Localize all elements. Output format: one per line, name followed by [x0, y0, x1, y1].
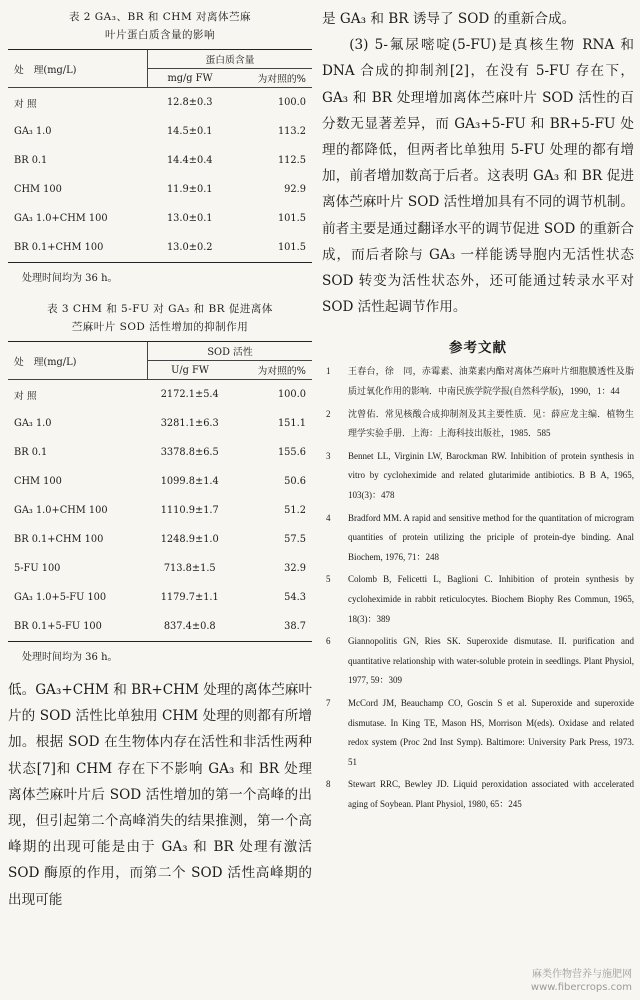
table-row: [8, 409, 312, 438]
treatment-cell: GA₃ 1.0+CHM 100: [14, 213, 108, 224]
right-paragraph-2: (3) 5-氟尿嘧啶(5-FU)是真核生物 RNA 和 DNA 合成的抑制剂[2]，在没有 5-FU 存在下，GA₃ 和 BR 处理增加离体苎麻叶片 SOD 活性的百分数无显著差异，而 GA₃+5-FU 和 BR+5-FU 处理的都降低，但两者比单独用 5-FU 处理的都有增加，前者增加数高于后者。这表明 GA₃ 和 BR 促进离体苎麻叶片 SOD 活性增加具有不同的调节机制。前者主要是通过翻译水平的调节促进 SOD 的重新合成，而后者除与 GA₃ 一样能诱导胞内无活性状态 SOD 转变为活性状态外，还可能通过转录水平对 SOD 活性起调节作用。: [322, 37, 634, 316]
table-row: [8, 438, 312, 467]
table-row: [8, 525, 312, 554]
percent-cell: 100.0: [232, 88, 312, 118]
reference-text: 沈曾佑．常见核酸合成抑制剂及其主要性质．见：薛应龙主编．植物生理学实验手册．上海：上海科技出版社，1985．585: [348, 408, 634, 439]
table3-caption-line2: 苎麻叶片 SOD 活性增加的抑制作用: [71, 321, 249, 333]
treatment-cell: BR 0.1: [14, 447, 48, 458]
value-cell: 3281.1±6.3: [160, 418, 219, 429]
reference-number: 1: [326, 366, 331, 377]
references-title: 参考文献: [449, 340, 507, 357]
treatment-cell: CHM 100: [14, 476, 62, 487]
percent-cell: 113.2: [277, 126, 306, 137]
value-cell: 1248.9±1.0: [160, 534, 219, 545]
table-row: [8, 233, 312, 263]
value-cell: 837.4±0.8: [148, 612, 233, 642]
percent-cell: 38.7: [232, 612, 312, 642]
table2: [8, 49, 312, 263]
percent-cell: 151.1: [277, 418, 306, 429]
treatment-cell: 5-FU 100: [14, 563, 61, 574]
table-row: [8, 380, 312, 410]
treatment-cell: GA₃ 1.0+CHM 100: [14, 505, 108, 516]
table3: [8, 341, 312, 642]
percent-cell: 54.3: [284, 592, 306, 603]
table3-header-treatment: 处 理(mg/L): [8, 342, 148, 380]
value-cell: 13.0±0.2: [148, 233, 233, 263]
table3-header-percent: 为对照的%: [232, 361, 312, 380]
treatment-cell: BR 0.1+CHM 100: [14, 534, 104, 545]
table-row: [8, 175, 312, 204]
right-column: [322, 6, 634, 818]
table3-body: [8, 380, 312, 642]
reference-text: Bennet LL, Virginin LW, Barockman RW. Inhibition of protein synthesis in vitro by cycloheximide and related glutarimide antibiotics. B B A, 1965, 103(3)：478: [348, 450, 634, 500]
table2-caption-line2: 叶片蛋白质含量的影响: [105, 29, 215, 41]
table-row: [8, 612, 312, 642]
value-cell: 1110.9±1.7: [160, 505, 219, 516]
table3-header-group: SOD 活性: [148, 342, 313, 361]
value-cell: 11.9±0.1: [166, 184, 213, 195]
references-list: [322, 362, 634, 814]
table2-caption-line1: 表 2 GA₃、BR 和 CHM 对离体苎麻: [68, 11, 252, 23]
table2-header-percent: 为对照的%: [232, 69, 312, 88]
table2-header-unit: mg/g FW: [148, 69, 233, 88]
reference-item: [322, 632, 634, 691]
table3-note: 处理时间均为 36 h。: [22, 652, 118, 663]
reference-number: 2: [326, 408, 331, 419]
reference-number: 6: [326, 636, 331, 647]
table2-note: 处理时间均为 36 h。: [22, 273, 118, 284]
table-row: [8, 117, 312, 146]
reference-number: 5: [326, 574, 331, 585]
reference-item: [322, 570, 634, 629]
table2-caption: [8, 8, 312, 44]
left-column: [8, 8, 312, 913]
right-paragraph-1: 是 GA₃ 和 BR 诱导了 SOD 的重新合成。: [322, 11, 576, 27]
treatment-cell: 对 照: [8, 380, 148, 410]
table-row: [8, 496, 312, 525]
table-row: [8, 88, 312, 118]
reference-number: 7: [326, 697, 331, 708]
percent-cell: 50.6: [284, 476, 306, 487]
value-cell: 1179.7±1.1: [160, 592, 219, 603]
treatment-cell: GA₃ 1.0: [14, 126, 52, 137]
left-body-paragraph: 低。GA₃+CHM 和 BR+CHM 处理的离体苎麻叶片的 SOD 活性比单独用 CHM 处理的则都有所增加。根据 SOD 在生物体内存在活性和非活性两种状态[7]和 CHM 存在下不影响 GA₃ 和 BR 处理离体苎麻叶片后 SOD 活性增加的第一个高峰的出现，但引起第二个高峰消失的结果推测，第一个高峰期的出现可能是由于 GA₃ 和 BR 处理有激活 SOD 酶原的作用，而第二个 SOD 活性高峰期的出现可能: [8, 682, 312, 908]
watermark: [531, 968, 632, 994]
table-row: [8, 583, 312, 612]
reference-item: [322, 405, 634, 444]
reference-text: Bradford MM. A rapid and sensitive method for the quantitation of microgram quantities of protein utilizing the priciple of protein-dye binding. Anal Biochem, 1976, 71：248: [348, 512, 634, 562]
reference-text: Colomb B, Felicetti L, Baglioni C. Inhibition of protein synthesis by cycloheximide in rabbit reticulocytes. Biochem Biophy Res Commun, 1965, 18(3)：389: [348, 574, 634, 624]
table3-caption-line1: 表 3 CHM 和 5-FU 对 GA₃ 和 BR 促进离体: [47, 303, 273, 315]
reference-item: [322, 509, 634, 568]
percent-cell: 100.0: [232, 380, 312, 410]
percent-cell: 32.9: [284, 563, 306, 574]
percent-cell: 92.9: [284, 184, 306, 195]
treatment-cell: BR 0.1: [14, 155, 48, 166]
reference-item: [322, 362, 634, 401]
reference-item: [322, 447, 634, 506]
watermark-line2: www.fibercrops.com: [530, 982, 632, 993]
table2-header-treatment: 处 理(mg/L): [8, 50, 148, 88]
value-cell: 14.5±0.1: [166, 126, 213, 137]
value-cell: 3378.8±6.5: [160, 447, 219, 458]
value-cell: 13.0±0.1: [166, 213, 213, 224]
value-cell: 14.4±0.4: [166, 155, 213, 166]
reference-text: Stewart RRC, Bewley JD. Liquid peroxidation associated with accelerated aging of Soybean. Plant Physiol, 1980, 65：245: [348, 779, 634, 809]
reference-text: 王春台，徐 同，赤霉素、油菜素内酯对离体苎麻叶片细胞膜透性及脂质过氧化作用的影响．中南民族学院学报(自然科学版)，1990，1：44: [348, 366, 634, 397]
table3-header-unit: U/g FW: [148, 361, 233, 380]
value-cell: 1099.8±1.4: [160, 476, 219, 487]
reference-item: [322, 775, 634, 814]
percent-cell: 155.6: [277, 447, 306, 458]
table-row: [8, 554, 312, 583]
watermark-line1: 麻类作物营养与施肥网: [532, 969, 632, 980]
reference-number: 3: [326, 450, 331, 461]
reference-item: [322, 694, 634, 772]
value-cell: 713.8±1.5: [163, 563, 216, 574]
percent-cell: 101.5: [277, 213, 306, 224]
value-cell: 2172.1±5.4: [148, 380, 233, 410]
table2-body: [8, 88, 312, 263]
reference-number: 4: [326, 512, 331, 523]
reference-text: McCord JM, Beauchamp CO, Goscin S et al. Superoxide and superoxide dismutase. In King TE, Mason HS, Morrison M(eds). Oxidase and related redox system (Proc 2nd Inst Symp). Baltimore: University Park Press, 1973. 51: [348, 697, 634, 767]
treatment-cell: GA₃ 1.0+5-FU 100: [14, 592, 107, 603]
reference-text: Giannopolitis GN, Ries SK. Superoxide dismutase. II. purification and quantitative relationship with water-soluble protein in seedlings. Plant Physiol, 1977, 59：309: [348, 636, 634, 686]
table3-caption: [8, 300, 312, 336]
table-row: [8, 204, 312, 233]
treatment-cell: BR 0.1+CHM 100: [8, 233, 148, 263]
treatment-cell: BR 0.1+5-FU 100: [8, 612, 148, 642]
table2-header-group: 蛋白质含量: [148, 50, 313, 69]
treatment-cell: GA₃ 1.0: [14, 418, 52, 429]
percent-cell: 112.5: [277, 155, 306, 166]
treatment-cell: CHM 100: [14, 184, 62, 195]
reference-number: 8: [326, 779, 331, 790]
treatment-cell: 对 照: [8, 88, 148, 118]
percent-cell: 101.5: [232, 233, 312, 263]
table-row: [8, 146, 312, 175]
value-cell: 12.8±0.3: [148, 88, 233, 118]
percent-cell: 51.2: [284, 505, 306, 516]
table-row: [8, 467, 312, 496]
percent-cell: 57.5: [284, 534, 306, 545]
